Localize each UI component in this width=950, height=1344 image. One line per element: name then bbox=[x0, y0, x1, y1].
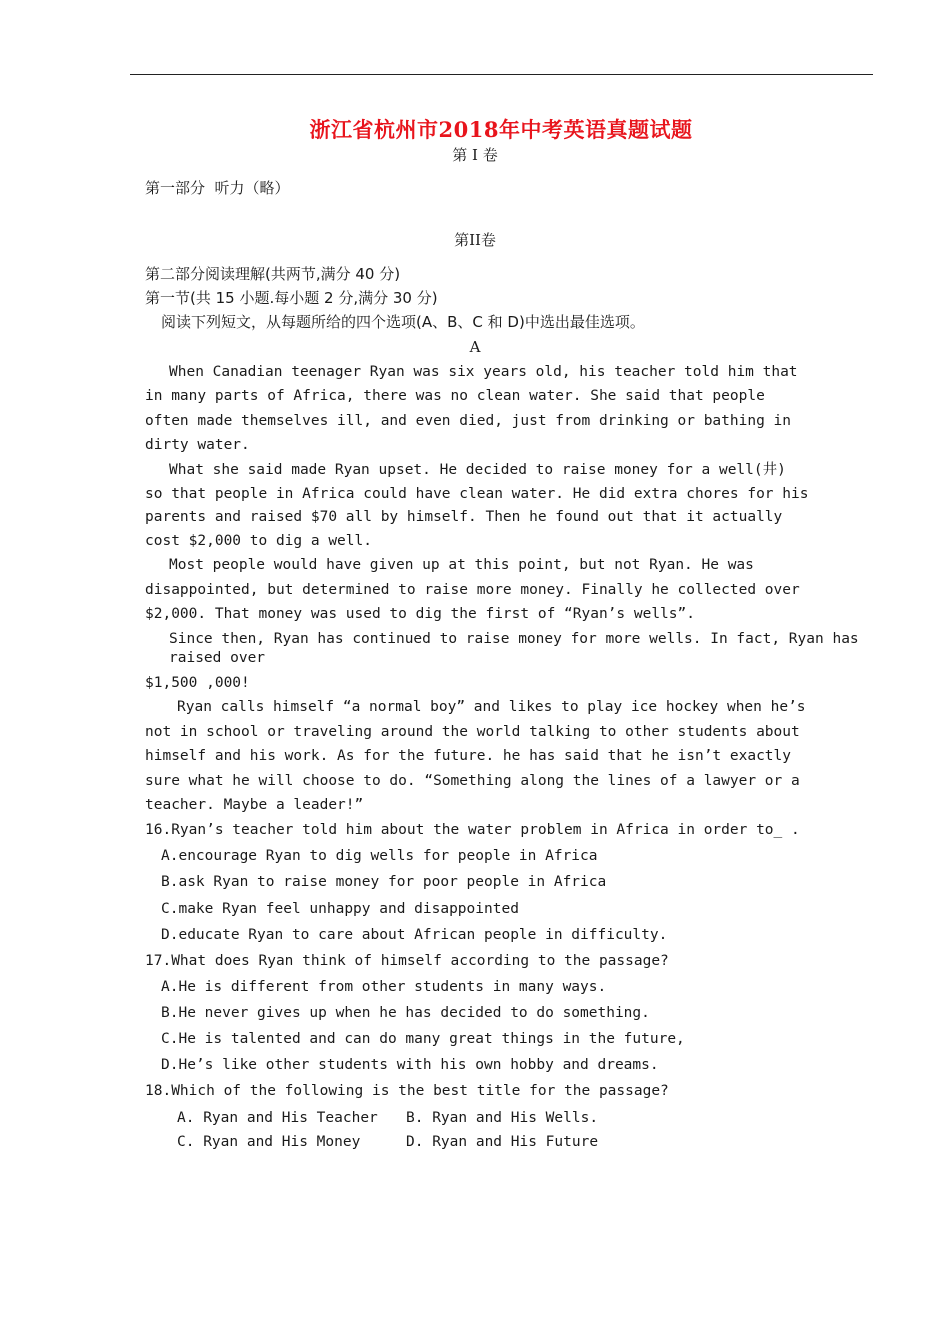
question-18-option-c[interactable]: C. Ryan and His Money bbox=[177, 1134, 361, 1150]
passage-line: dirty water. bbox=[145, 437, 250, 453]
passage-line: When Canadian teenager Ryan was six years old, his teacher told him that bbox=[169, 364, 798, 380]
question-16-option-a[interactable]: A.encourage Ryan to dig wells for people in Africa bbox=[161, 848, 598, 864]
question-16-option-c[interactable]: C.make Ryan feel unhappy and disappointed bbox=[161, 901, 519, 917]
passage-line: so that people in Africa could have clean water. He did extra chores for his bbox=[145, 486, 809, 502]
passage-line: not in school or traveling around the world talking to other students about bbox=[145, 724, 800, 740]
passage-line: often made themselves ill, and even died, just from drinking or bathing in bbox=[145, 413, 792, 429]
passage-line: $2,000. That money was used to dig the first of “Ryan’s wells”. bbox=[145, 606, 695, 622]
passage-line: himself and his work. As for the future. he has said that he isn’t exactly bbox=[145, 748, 792, 764]
passage-line: disappointed, but determined to raise more money. Finally he collected over bbox=[145, 582, 800, 598]
passage-line: teacher. Maybe a leader!” bbox=[145, 797, 364, 813]
passage-line: Ryan calls himself “a normal boy” and likes to play ice hockey when he’s bbox=[177, 699, 806, 715]
passage-line: Most people would have given up at this point, but not Ryan. He was bbox=[169, 557, 754, 573]
passage-line: parents and raised $70 all by himself. Then he found out that it actually bbox=[145, 509, 783, 525]
question-17-option-a[interactable]: A.He is different from other students in many ways. bbox=[161, 979, 607, 995]
question-17-option-d[interactable]: D.He’s like other students with his own hobby and dreams. bbox=[161, 1057, 659, 1073]
question-17-option-c[interactable]: C.He is talented and can do many great things in the future, bbox=[161, 1031, 685, 1047]
instruction: 阅读下列短文，从每题所给的四个选项(A、B、C 和 D)中选出最佳选项。 bbox=[161, 313, 645, 331]
passage-line: cost $2,000 to dig a well. bbox=[145, 533, 372, 549]
passage-line: in many parts of Africa, there was no clean water. She said that people bbox=[145, 388, 765, 404]
volume-2-label: 第II卷 bbox=[454, 231, 496, 249]
passage-line: sure what he will choose to do. “Something along the lines of a lawyer or a bbox=[145, 773, 800, 789]
section1-heading: 第一节(共 15 小题.每小题 2 分,满分 30 分) bbox=[145, 289, 438, 307]
question-17-stem: 17.What does Ryan think of himself according to the passage? bbox=[145, 953, 669, 969]
part2-heading: 第二部分阅读理解(共两节,满分 40 分) bbox=[145, 265, 401, 283]
header-rule bbox=[130, 74, 873, 75]
volume-1-label: 第 I 卷 bbox=[452, 146, 498, 164]
passage-label: A bbox=[469, 338, 481, 356]
passage-line: What she said made Ryan upset. He decided to raise money for a well(井) bbox=[169, 462, 786, 478]
question-17-option-b[interactable]: B.He never gives up when he has decided to do something. bbox=[161, 1005, 650, 1021]
question-16-option-b[interactable]: B.ask Ryan to raise money for poor people in Africa bbox=[161, 874, 607, 890]
question-18-option-a[interactable]: A. Ryan and His Teacher bbox=[177, 1110, 378, 1126]
part1-heading: 第一部分 听力（略） bbox=[145, 179, 290, 197]
passage-line: $1,500 ,000! bbox=[145, 675, 250, 691]
question-16-stem: 16.Ryan’s teacher told him about the water problem in Africa in order to_ . bbox=[145, 822, 800, 838]
question-18-option-d[interactable]: D. Ryan and His Future bbox=[406, 1134, 599, 1150]
page-title: 浙江省杭州市2018年中考英语真题试题 bbox=[309, 117, 693, 142]
question-16-option-d[interactable]: D.educate Ryan to care about African people in difficulty. bbox=[161, 927, 668, 943]
question-18-stem: 18.Which of the following is the best title for the passage? bbox=[145, 1083, 669, 1099]
passage-line: raised over bbox=[169, 650, 266, 666]
question-18-option-b[interactable]: B. Ryan and His Wells. bbox=[406, 1110, 599, 1126]
passage-line: Since then, Ryan has continued to raise money for more wells. In fact, Ryan has bbox=[169, 631, 859, 647]
